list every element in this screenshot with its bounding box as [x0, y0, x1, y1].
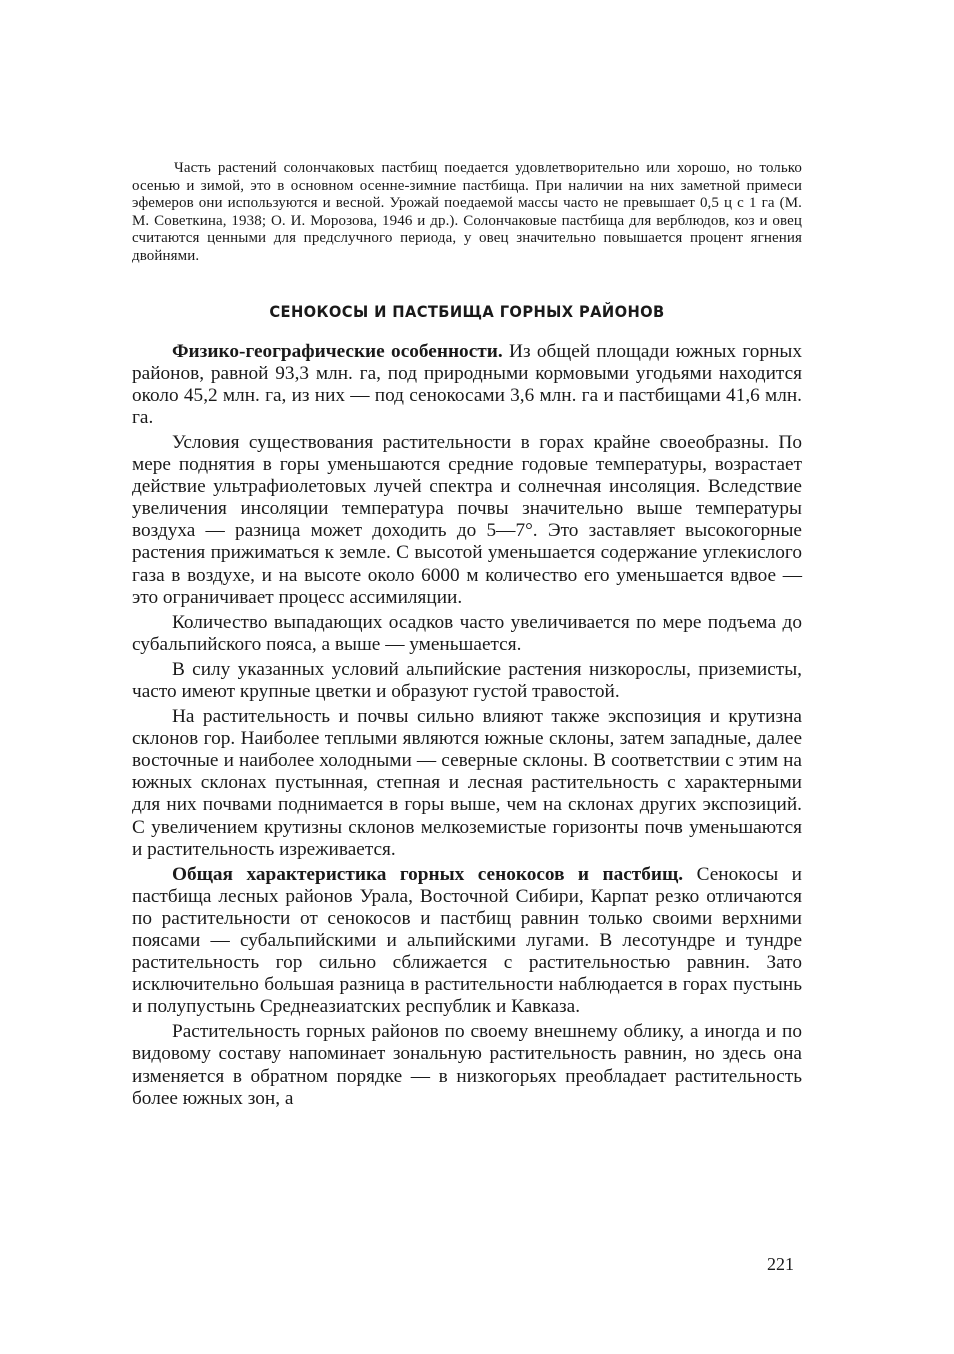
page-content — [132, 150, 802, 1113]
paragraph-text: В силу указанных условий альпийские растения низкорослы, приземисты, часто имеют крупные цветки и образуют густой травостой. — [132, 658, 802, 702]
page-number: 221 — [767, 1254, 794, 1274]
paragraph-lead: Физико-географические особенности. — [172, 340, 503, 362]
paragraph-1 — [132, 341, 802, 429]
paragraph-text: Сенокосы и пастбища лесных районов Урала, Восточной Сибири, Карпат резко отличаются по растительности от сенокосов и пастбищ равнин только своими верхними поясами — субальпийскими и альпийскими лугами. В лесотундре и тундре растительность гор сильно сближается с растительностью равнин. Зато исключительно большая разница в растительности наблюдается в горах пустынь и полупустынь Среднеазиатских республик и Кавказа. — [132, 863, 803, 1018]
paragraph-2 — [132, 432, 802, 609]
paragraph-text: Растительность горных районов по своему внешнему облику, а иногда и по видовому составу напоминает зональную растительность равнин, но здесь она изменяется в обратном порядке — в низкогорьях преобладает растительность более южных зон, а — [132, 1021, 802, 1109]
paragraph-6 — [132, 864, 802, 1019]
paragraph-5 — [132, 706, 802, 861]
paragraph-7 — [132, 1021, 802, 1109]
footnote-paragraph: Часть растений солончаковых пастбищ поедается удовлетворительно или хорошо, но только осенью и зимой, это в основном осенне-зимние пастбища. При наличии на них заметной примеси эфемеров они используются и весной. Урожай поедаемой массы часто не превышает 0,5 ц с 1 га (М. М. Советкина, 1938; О. И. Морозова, 1946 и др.). Солончаковые пастбища для верблюдов, коз и овец считаются ценными для предслучного периода, у овец значительно повышается процент ягнения двойнями. — [132, 160, 802, 264]
paragraph-3 — [132, 612, 802, 656]
paragraph-text: На растительность и почвы сильно влияют также экспозиция и крутизна склонов гор. Наиболее теплыми являются южные склоны, затем западные, далее восточные и наиболее холодными — северные склоны. В соответствии с этим на южных склонах пустынная, степная и лесная растительность с характерными для них почвами поднимается в горы выше, чем на склонах других экспозиций. С увеличением крутизны склонов мелкоземистые горизонты почв уменьшаются и растительность изреживается. — [132, 706, 802, 860]
paragraph-text: Количество выпадающих осадков часто увеличивается по мере подъема до субальпийского пояса, а выше — уменьшается. — [132, 611, 802, 655]
paragraph-text: Условия существования растительности в горах крайне своеобразны. По мере поднятия в горы уменьшаются средние годовые температуры, возрастает действие ультрафиолетовых лучей спектра и солнечная инсоляция. Вследствие увеличения инсоляции температура почвы значительно выше температуры воздуха — разница может доходить до 5—7°. Это заставляет высокогорные растения прижиматься к земле. С высотой уменьшается содержание углекислого газа в воздухе, и на высоте около 6000 м количество его уменьшается вдвое — это ограничивает процесс ассимиляции. — [132, 431, 802, 608]
paragraph-4 — [132, 659, 802, 703]
section-title: СЕНОКОСЫ И ПАСТБИЩА ГОРНЫХ РАЙОНОВ — [269, 301, 665, 321]
paragraph-lead: Общая характеристика горных сенокосов и пастбищ. — [172, 863, 684, 885]
paragraph-text: Из общей площади южных горных районов, равной 93,3 млн. га, под природными кормовыми угодьями находится около 45,2 млн. га, из них — под сенокосами 3,6 млн. га и пастбищами 41,6 млн. га. — [132, 340, 803, 428]
